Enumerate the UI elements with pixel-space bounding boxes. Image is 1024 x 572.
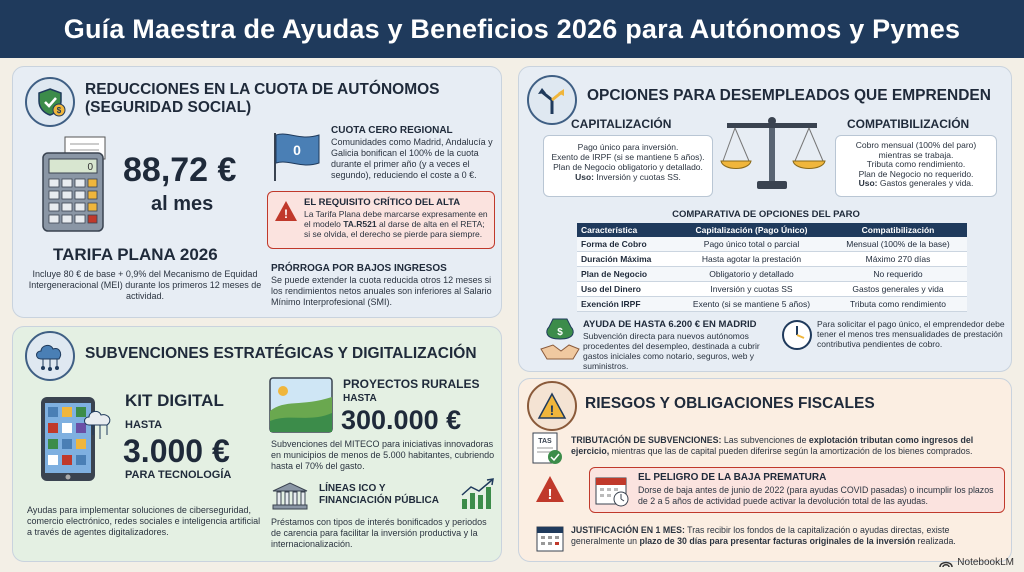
prorroga-text: Se puede extender la cuota reducida otros 12 meses si los rendimientos netos anuales son inferiores al Salario Mínimo Interprofesional (SMI). (271, 275, 492, 307)
notebooklm-logo: NotebookLM (939, 557, 1014, 568)
notebooklm-icon (939, 558, 953, 568)
cloud-network-icon (25, 331, 75, 381)
requisito-text: La Tarifa Plana debe marcarse expresamente en el modelo TA.R521 al darse de alta en el RETA; si se olvida, el derecho se pierde para siempre. (304, 209, 488, 239)
svg-text:0: 0 (87, 162, 93, 173)
baja-title: EL PELIGRO DE LA BAJA PREMATURA (638, 472, 827, 483)
table-cell: Exención IRPF (577, 297, 674, 312)
comp-line: Plan de Negocio no requerido. (858, 168, 974, 179)
comparativa-table (577, 223, 967, 312)
pago-unico-text: Para solicitar el pago único, el emprendedor debe tener el menos tres mensualidades de prestación contributiva pendientes de cobro. (817, 319, 1005, 349)
riesgos-panel (518, 378, 1012, 562)
comp-line: Tributa como rendimiento. (866, 159, 966, 169)
ico-text: Préstamos con tipos de interés bonificados y periodos de carencia para facilitar la inversión productiva y la internacionalización. (271, 517, 487, 549)
cuota-per-month: al mes (151, 193, 214, 215)
table-cell: Tributa como rendimiento (829, 297, 967, 312)
requisito-title: EL REQUISITO CRÍTICO DEL ALTA (304, 197, 461, 208)
growth-chart-icon (459, 477, 497, 516)
kit-para: PARA TECNOLOGÍA (125, 469, 232, 481)
madrid-text: Subvención directa para nuevos autónomos procedentes del desempleo, destinada a cubrir gastos iniciales como notario, seguros, web y suministros. (583, 331, 760, 371)
table-cell: Obligatorio y detallado (674, 267, 829, 282)
cap-line: Plan de Negocio obligatorio y detallado. (553, 162, 703, 172)
madrid-title: AYUDA DE HASTA 6.200 € EN MADRID (583, 319, 757, 330)
table-cell: Exento (si se mantiene 5 años) (674, 297, 829, 312)
flag-label: 0 (293, 142, 301, 158)
direction-arrows-icon (527, 75, 577, 125)
justificacion-text: JUSTIFICACIÓN EN 1 MES: Tras recibir los fondos de la capitalización o ayudas directas, existe generalmente un plazo de 30 días para presentar facturas originales de la inversión realizada. (571, 525, 956, 546)
comp-line: mientras se trabaja. (878, 149, 954, 160)
tablet-apps-icon (37, 395, 121, 490)
table-cell: No requerido (829, 267, 967, 282)
tax-document-icon (531, 431, 565, 472)
table-cell: Forma de Cobro (577, 237, 674, 252)
cuota-title: REDUCCIONES EN LA CUOTA DE AUTÓNOMOS (SEGURIDAD SOCIAL) (85, 81, 440, 116)
handshake-money-icon (539, 317, 581, 368)
table-header: Característica (577, 223, 674, 237)
cuota-amount: 88,72 € (123, 151, 237, 189)
compatibilizacion-title: COMPATIBILIZACIÓN (847, 117, 970, 131)
paro-title: OPCIONES PARA DESEMPLEADOS QUE EMPRENDEN (587, 87, 991, 104)
clock-icon (781, 319, 813, 356)
kit-digital-title: KIT DIGITAL (125, 391, 224, 410)
baja-text: Dorse de baja antes de junio de 2022 (para ayudas COVID pasadas) o incumplir los plazos de 2 a 5 años de actividad puede activar la devolución total de las ayudas. (638, 485, 994, 506)
riesgos-title: RIESGOS Y OBLIGACIONES FISCALES (585, 395, 875, 412)
table-cell: Duración Máxima (577, 252, 674, 267)
warning-triangle-icon (527, 381, 577, 431)
comp-uso: Uso: Gastos generales y vida. (858, 178, 974, 188)
table-cell: Gastos generales y vida (829, 282, 967, 297)
tributacion-text: TRIBUTACIÓN DE SUBVENCIONES: Las subvenciones de explotación tributan como ingresos del ejercicio, mientras que las de capital pueden diferirse según la amortización de los bienes comprados. (571, 435, 974, 456)
cap-line: Pago único para inversión. (577, 142, 679, 152)
requisito-alert (267, 191, 495, 249)
alert-triangle-icon (535, 475, 565, 508)
bank-icon (271, 481, 309, 516)
table-row (577, 267, 967, 282)
subvenciones-title: SUBVENCIONES ESTRATÉGICAS Y DIGITALIZACIÓN (85, 345, 477, 362)
calendar-grid-icon (535, 523, 565, 558)
warning-icon (274, 200, 298, 227)
table-header-row (577, 223, 967, 237)
tarifa-plana-text: Incluye 80 € de base + 0,9% del Mecanismo de Equidad Intergeneracional (MEI) durante los primeros 12 meses de actividad. (28, 269, 262, 301)
table-header: Compatibilización (829, 223, 967, 237)
table-cell: Uso del Dinero (577, 282, 674, 297)
table-cell: Mensual (100% de la base) (829, 237, 967, 252)
cap-line: Exento de IRPF (si se mantiene 5 años). (551, 152, 705, 162)
balance-scale-icon (717, 113, 827, 198)
svg-text:$: $ (557, 327, 563, 338)
ico-title: LÍNEAS ICO Y FINANCIACIÓN PÚBLICA (319, 483, 439, 506)
calculator-icon (37, 135, 117, 240)
table-row (577, 297, 967, 312)
rural-amount: 300.000 € (341, 405, 462, 435)
table-cell: Hasta agotar la prestación (674, 252, 829, 267)
baja-prematura-alert (589, 467, 1005, 513)
paro-panel (518, 66, 1012, 372)
cuota-cero-title: CUOTA CERO REGIONAL (331, 125, 453, 136)
svg-text:!: ! (549, 402, 555, 418)
table-cell: Inversión y cuotas SS (674, 282, 829, 297)
rural-title: PROYECTOS RURALES (343, 377, 480, 391)
cap-uso: Uso: Inversión y cuotas SS. (575, 172, 681, 182)
tarifa-plana-title: TARIFA PLANA 2026 (53, 245, 218, 264)
table-row (577, 282, 967, 297)
page-title: Guía Maestra de Ayudas y Beneficios 2026 para Autónomos y Pymes (0, 0, 1024, 58)
kit-amount: 3.000 € (123, 433, 230, 469)
capitalizacion-title: CAPITALIZACIÓN (571, 117, 672, 131)
tax-label: TAS (538, 438, 552, 445)
table-cell: Pago único total o parcial (674, 237, 829, 252)
table-header: Capitalización (Pago Único) (674, 223, 829, 237)
flag-icon (269, 129, 327, 188)
capitalizacion-box (543, 135, 713, 197)
compatibilizacion-box (835, 135, 997, 197)
comparativa-title: COMPARATIVA DE OPCIONES DEL PARO (672, 209, 860, 220)
table-row (577, 252, 967, 267)
svg-text:!: ! (547, 486, 553, 503)
cuota-panel (12, 66, 502, 318)
kit-text: Ayudas para implementar soluciones de ciberseguridad, comercio electrónico, redes sociales e inteligencia artificial a través de agentes digitalizadores. (27, 505, 261, 537)
prorroga-title: PRÓRROGA POR BAJOS INGRESOS (271, 263, 447, 274)
svg-text:!: ! (284, 207, 288, 221)
rural-hasta: HASTA (343, 393, 377, 404)
subvenciones-panel (12, 326, 502, 562)
calendar-icon (594, 474, 630, 513)
table-cell: Máximo 270 días (829, 252, 967, 267)
table-cell: Plan de Negocio (577, 267, 674, 282)
rural-text: Subvenciones del MITECO para iniciativas innovadoras en municipios de menos de 5.000 habitantes, cubriendo hasta el 70% del gasto. (271, 439, 495, 471)
cuota-cero-text: Comunidades como Madrid, Andalucía y Galicia bonifican el 100% de la cuota durante el primer año (y a veces el segundo), reduciendo el coste a 0 €. (331, 137, 493, 180)
kit-hasta: HASTA (125, 419, 163, 431)
table-row (577, 237, 967, 252)
comp-line: Cobro mensual (100% del paro) (855, 140, 977, 150)
svg-text:$: $ (56, 106, 62, 115)
rural-landscape-icon (269, 377, 333, 438)
shield-euro-icon (25, 77, 75, 127)
